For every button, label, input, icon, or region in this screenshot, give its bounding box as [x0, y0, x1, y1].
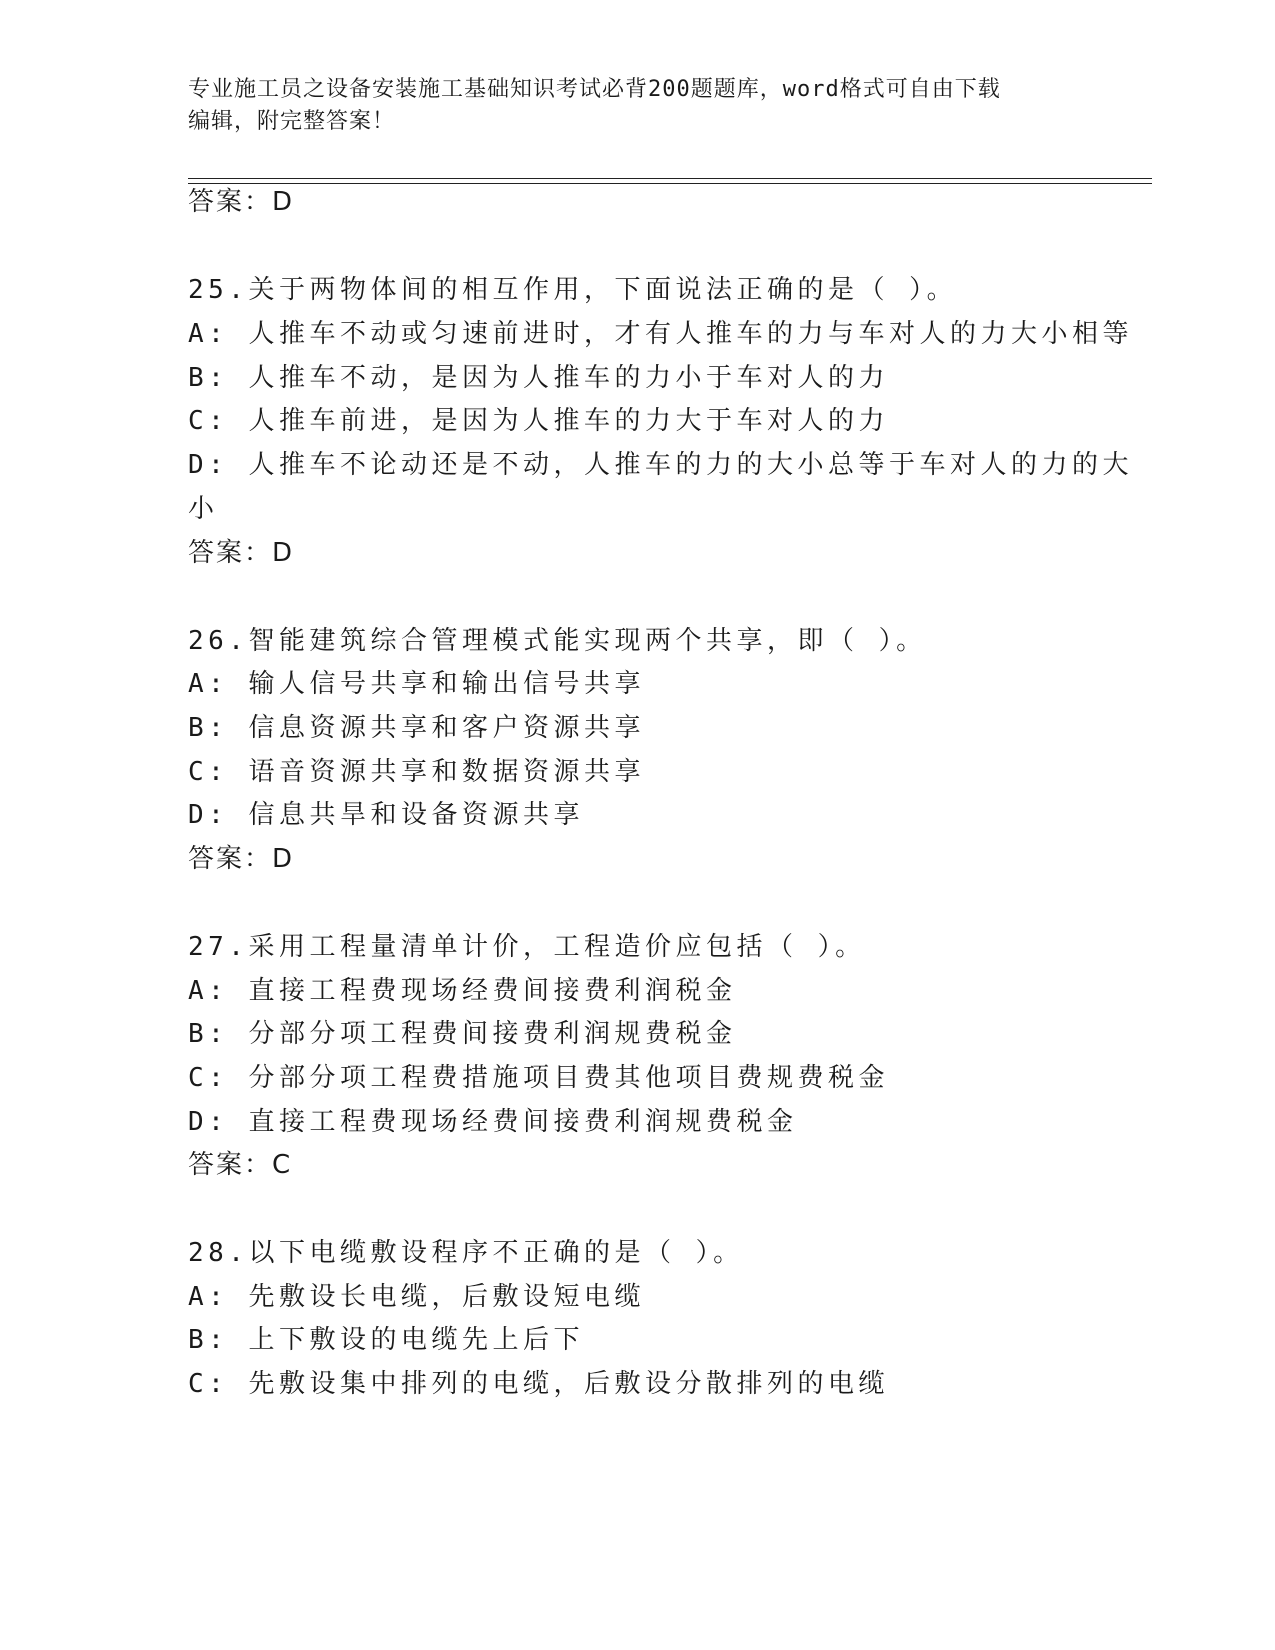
question-25-option-a: A: 人推车不动或匀速前进时，才有人推车的力与车对人的力大小相等: [188, 319, 1133, 349]
question-26-option-c: C: 语音资源共享和数据资源共享: [188, 757, 645, 787]
question-25-option-d-wrap: 小: [188, 494, 219, 524]
header-divider-bottom: [188, 183, 1152, 184]
answer-previous: 答案：D: [188, 187, 295, 217]
question-27-option-a: A: 直接工程费现场经费间接费利润税金: [188, 976, 737, 1006]
question-25-answer: 答案：D: [188, 538, 295, 568]
question-25-option-b: B: 人推车不动，是因为人推车的力小于车对人的力: [188, 363, 889, 393]
question-27-stem: 27.采用工程量清单计价，工程造价应包括（ ）。: [188, 932, 866, 962]
header-title-line2: 编辑，附完整答案！: [188, 109, 396, 134]
question-28-option-c: C: 先敷设集中排列的电缆，后敷设分散排列的电缆: [188, 1369, 889, 1399]
page-header: [188, 74, 1068, 138]
question-25-option-c: C: 人推车前进，是因为人推车的力大于车对人的力: [188, 406, 889, 436]
question-27-option-d: D: 直接工程费现场经费间接费利润规费税金: [188, 1107, 798, 1137]
question-27-option-b: B: 分部分项工程费间接费利润规费税金: [188, 1019, 737, 1049]
question-28-option-b: B: 上下敷设的电缆先上后下: [188, 1325, 584, 1355]
header-divider-top: [188, 178, 1152, 179]
question-27-answer: 答案：C: [188, 1150, 293, 1180]
question-28-option-a: A: 先敷设长电缆，后敷设短电缆: [188, 1282, 645, 1312]
header-title-line1: 专业施工员之设备安装施工基础知识考试必背200题题库，word格式可自由下载: [188, 77, 1001, 102]
question-25-option-d: D: 人推车不论动还是不动，人推车的力的大小总等于车对人的力的大: [188, 450, 1133, 480]
question-26-option-d: D: 信息共旱和设备资源共享: [188, 800, 584, 830]
question-26-option-a: A: 输人信号共享和输出信号共享: [188, 669, 645, 699]
question-27-option-c: C: 分部分项工程费措施项目费其他项目费规费税金: [188, 1063, 889, 1093]
question-26-answer: 答案：D: [188, 844, 295, 874]
question-26-option-b: B: 信息资源共享和客户资源共享: [188, 713, 645, 743]
question-25-stem: 25.关于两物体间的相互作用，下面说法正确的是（ ）。: [188, 275, 958, 305]
question-28-stem: 28.以下电缆敷设程序不正确的是（ ）。: [188, 1238, 744, 1268]
question-26-stem: 26.智能建筑综合管理模式能实现两个共享，即（ ）。: [188, 626, 927, 656]
